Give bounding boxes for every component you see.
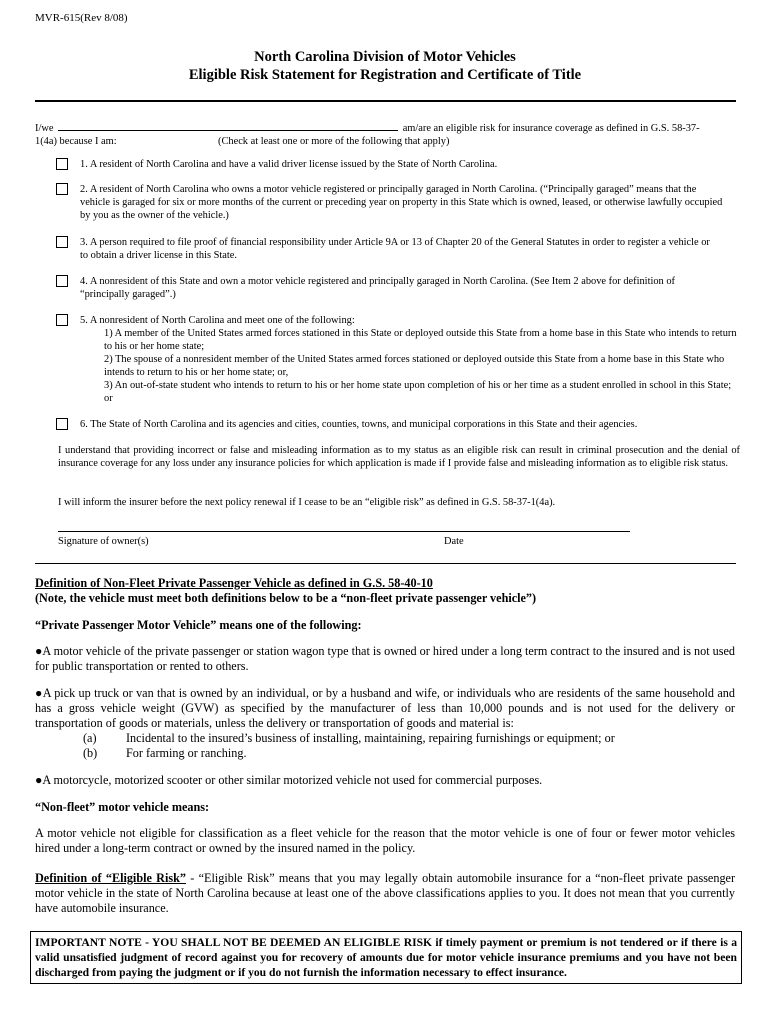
bullet-pickup-van: ●A pick up truck or van that is owned by an individual, or by a husband and wife, or individuals who are residents of the same household and has a gross vehicle weight (GVW) as specified by the manufacturer of less than 10,000 pounds and is not used for the delivery or transportation of goods or materials, unless the delivery or transportation of goods and material is: <box>35 686 735 730</box>
checkbox-item-2[interactable] <box>56 183 68 195</box>
list-text: Incidental to the insured’s business of installing, maintaining, repairing furnishings or equipment; or <box>126 731 615 745</box>
important-note: IMPORTANT NOTE - YOU SHALL NOT BE DEEMED AN ELIGIBLE RISK if timely payment or premium is not tendered or if there is a valid unsatisfied judgment of record against you for recovery of amounts due for motor vehicle insurance premiums and you have not been discharged from paying the judgment or if you do not furnish the information necessary to effect insurance. <box>30 931 742 984</box>
eligibility-item-5 <box>80 314 740 405</box>
check-instruction: (Check at least one or more of the following that apply) <box>218 136 450 147</box>
checkbox-item-5[interactable] <box>56 314 68 326</box>
form-number: MVR-615(Rev 8/08) <box>35 12 128 24</box>
date-label: Date <box>444 536 464 547</box>
nonfleet-text: A motor vehicle not eligible for classification as a fleet vehicle for the reason that the motor vehicle is one of four or fewer motor vehicles hired under a long-term contract or owned by the insured named in the policy. <box>35 826 735 855</box>
ppmv-heading: “Private Passenger Motor Vehicle” means one of the following: <box>35 618 362 632</box>
list-label: (a) <box>83 731 97 745</box>
list-item <box>35 746 735 761</box>
definition-section <box>35 576 735 606</box>
item-5-sub-3: 3) An out-of-state student who intends to return to his or her home state upon completion of his or her time as a student enrolled in school in this State; or <box>104 380 732 404</box>
section-divider <box>35 563 736 564</box>
checkbox-item-6[interactable] <box>56 418 68 430</box>
iwe-label: I/we <box>35 123 54 134</box>
nonfleet-heading: “Non-fleet” motor vehicle means: <box>35 800 210 814</box>
list-text: For farming or ranching. <box>126 746 247 760</box>
definition-note: (Note, the vehicle must meet both definitions below to be a “non-fleet private passenger vehicle”) <box>35 591 537 605</box>
eligible-risk-definition <box>35 871 735 916</box>
checkbox-item-1[interactable] <box>56 158 68 170</box>
inform-paragraph: I will inform the insurer before the next policy renewal if I cease to be an “eligible risk” as defined in G.S. 58-37-1(4a). <box>58 497 556 508</box>
bullet-motorcycle: ●A motorcycle, motorized scooter or other similar motorized vehicle not used for commercial purposes. <box>35 773 543 787</box>
eligible-risk-label: Definition of “Eligible Risk” <box>35 871 186 885</box>
eligibility-item-3: 3. A person required to file proof of financial responsibility under Article 9A or 13 of Chapter 20 of the General Statutes in order to register a vehicle or to obtain a driver license in this State. <box>80 237 710 261</box>
intro-text: am/are an eligible risk for insurance coverage as defined in G.S. 58-37- <box>402 123 700 134</box>
intro-statement <box>35 120 740 148</box>
signature-label: Signature of owner(s) <box>58 536 149 547</box>
name-field[interactable] <box>58 120 398 131</box>
eligibility-item-6: 6. The State of North Carolina and its agencies and cities, counties, towns, and municipal corporations in this State and their agencies. <box>80 419 638 430</box>
eligibility-item-1: 1. A resident of North Carolina and have a valid driver license issued by the State of North Carolina. <box>80 159 498 170</box>
top-divider <box>35 100 736 102</box>
signature-line[interactable] <box>58 531 630 532</box>
understand-paragraph: I understand that providing incorrect or false and misleading information as to my status as an eligible risk can result in criminal prosecution and the denial of insurance coverage for any loss under any insurance policies for which application is made if I provide false and misleading information as to eligible risk status. <box>58 445 740 469</box>
page-subtitle: Eligible Risk Statement for Registration and Certificate of Title <box>188 67 582 83</box>
eligibility-item-4: 4. A nonresident of this State and own a motor vehicle registered and principally garaged in North Carolina. (See Item 2 above for definition of “principally garaged”.) <box>80 276 675 300</box>
eligibility-item-2: 2. A resident of North Carolina who owns a motor vehicle registered or principally garaged in North Carolina. (“Principally garaged” means that the vehicle is garaged for six or more months of the current or preceding year on property in this State which is owned, leased, or otherwise lawfully occupied by you as the owner of the vehicle.) <box>80 184 723 221</box>
definition-heading: Definition of Non-Fleet Private Passenger Vehicle as defined in G.S. 58-40-10 <box>35 576 433 590</box>
checkbox-item-3[interactable] <box>56 236 68 248</box>
item-5-text: 5. A nonresident of North Carolina and meet one of the following: <box>80 315 355 326</box>
intro-text-2: 1(4a) because I am: <box>35 136 117 147</box>
goods-list <box>35 731 735 761</box>
eligible-risk-text: - “Eligible Risk” means that you may legally obtain automobile insurance for a “non-fleet private passenger motor vehicle in the state of North Carolina because at least one of the above classifications applies to you. It does not mean that you currently have automobile insurance. <box>35 871 736 915</box>
list-label: (b) <box>83 746 98 760</box>
item-5-sub-2: 2) The spouse of a nonresident member of the United States armed forces stationed or deployed outside this State from a home base in this State who intends to return to his or her home state; or, <box>104 354 725 378</box>
bullet-passenger-vehicle: ●A motor vehicle of the private passenger or station wagon type that is owned or hired under a long term contract to the insured and is not used for public transportation or rented to others. <box>35 644 735 673</box>
checkbox-item-4[interactable] <box>56 275 68 287</box>
item-5-sub-1: 1) A member of the United States armed forces stationed in this State or deployed outside this State from a home base in this State who intends to return to his or her home state; <box>104 328 737 352</box>
page-title: North Carolina Division of Motor Vehicles <box>254 49 516 65</box>
list-item <box>35 731 735 746</box>
